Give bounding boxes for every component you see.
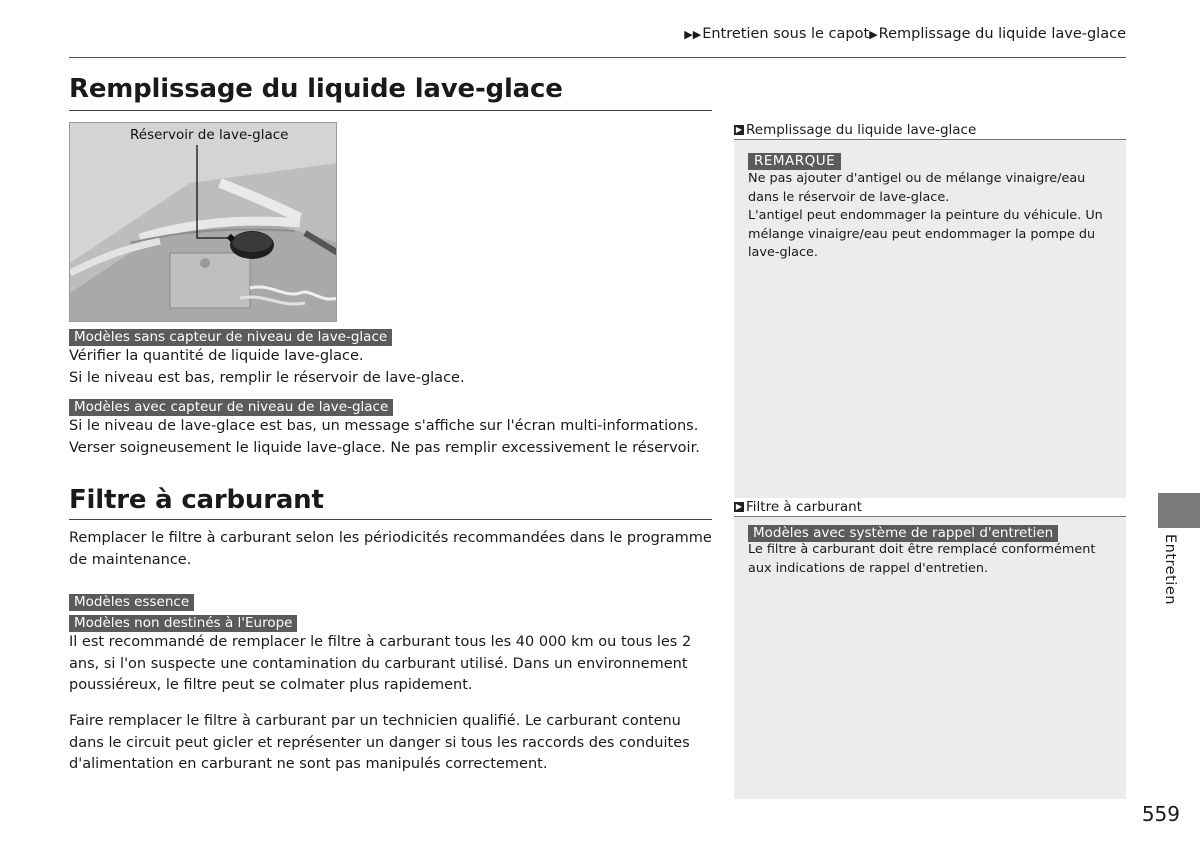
body-paragraph: Il est recommandé de remplacer le filtre à carburant tous les 40 000 km ou tous les 2 ans, si l'on suspecte une contamination du carburant utilisé. Dans un environnement poussiéreux, le filtre peut se colmater plus rapidement. bbox=[69, 634, 692, 693]
side-heading-text: Remplissage du liquide lave-glace bbox=[746, 122, 977, 138]
model-tag-non-europe: Modèles non destinés à l'Europe bbox=[69, 615, 297, 632]
side-note-washer bbox=[748, 170, 1113, 263]
double-arrow-icon: ▶▶ bbox=[684, 28, 702, 41]
fuel-filter-para1 bbox=[69, 632, 714, 697]
model-tag-without-sensor: Modèles sans capteur de niveau de lave-glace bbox=[69, 329, 392, 346]
text-with-sensor bbox=[69, 416, 714, 459]
remark-label: REMARQUE bbox=[748, 153, 841, 170]
side-paragraph: Le filtre à carburant doit être remplacé conformément aux indications de rappel d'entretien. bbox=[748, 542, 1096, 576]
washer-reservoir-photo bbox=[69, 122, 337, 322]
fuel-filter-para2 bbox=[69, 711, 714, 776]
reference-arrow-icon: ▶ bbox=[735, 125, 743, 134]
body-paragraph: Remplacer le filtre à carburant selon les périodicités recommandées dans le programme de maintenance. bbox=[69, 530, 712, 568]
section-title-fuel-filter: Filtre à carburant bbox=[69, 485, 324, 515]
tag-without-sensor-container bbox=[69, 326, 392, 346]
fuel-filter-intro bbox=[69, 528, 714, 571]
remark-container bbox=[748, 150, 841, 170]
tag-non-europe-container bbox=[69, 612, 297, 632]
model-tag-maintenance-reminder: Modèles avec système de rappel d'entretien bbox=[748, 525, 1058, 542]
side-note-fuel-filter bbox=[748, 541, 1113, 578]
header-divider bbox=[69, 57, 1126, 58]
body-line: Si le niveau est bas, remplir le réservoir de lave-glace. bbox=[69, 369, 465, 386]
body-paragraph: Faire remplacer le filtre à carburant par un technicien qualifié. Le carburant contenu dans le circuit peut gicler et représenter un danger si tous les raccords des conduites d'alimentation en carburant ne sont pas manipulés correctement. bbox=[69, 713, 690, 772]
page-number: 559 bbox=[1141, 802, 1180, 826]
section-title-washer-fluid: Remplissage du liquide lave-glace bbox=[69, 74, 563, 104]
side-heading-fuel-filter bbox=[734, 498, 1126, 517]
breadcrumb-item-1: Entretien sous le capot bbox=[702, 26, 870, 42]
tag-with-sensor-container bbox=[69, 396, 393, 416]
text-without-sensor bbox=[69, 346, 714, 389]
model-tag-with-sensor: Modèles avec capteur de niveau de lave-glace bbox=[69, 399, 393, 416]
tag-gasoline-container bbox=[69, 591, 194, 611]
section-divider bbox=[69, 519, 712, 520]
chapter-tab bbox=[1158, 493, 1200, 528]
reference-arrow-icon: ▶ bbox=[735, 502, 743, 511]
body-line: Si le niveau de lave-glace est bas, un message s'affiche sur l'écran multi-informations. bbox=[69, 418, 699, 434]
breadcrumb-item-2: Remplissage du liquide lave-glace bbox=[878, 26, 1126, 42]
body-line: Vérifier la quantité de liquide lave-glace. bbox=[69, 348, 364, 364]
photo-callout-label: Réservoir de lave-glace bbox=[130, 127, 289, 143]
side-heading-text: Filtre à carburant bbox=[746, 499, 863, 515]
arrow-icon: ▶ bbox=[869, 28, 878, 41]
breadcrumb bbox=[684, 26, 1126, 42]
body-line: Verser soigneusement le liquide lave-glace. Ne pas remplir excessivement le réservoir. bbox=[69, 439, 700, 456]
chapter-tab-label: Entretien bbox=[1162, 534, 1178, 605]
model-tag-gasoline: Modèles essence bbox=[69, 594, 194, 611]
section-divider bbox=[69, 110, 712, 111]
side-paragraph: Ne pas ajouter d'antigel ou de mélange vinaigre/eau dans le réservoir de lave-glace. bbox=[748, 171, 1086, 205]
side-paragraph: L'antigel peut endommager la peinture du véhicule. Un mélange vinaigre/eau peut endommager la pompe du lave-glace. bbox=[748, 208, 1103, 260]
engine-bay-illustration bbox=[70, 123, 337, 322]
side-heading-washer bbox=[734, 121, 1126, 140]
side-tag-container bbox=[748, 522, 1058, 542]
